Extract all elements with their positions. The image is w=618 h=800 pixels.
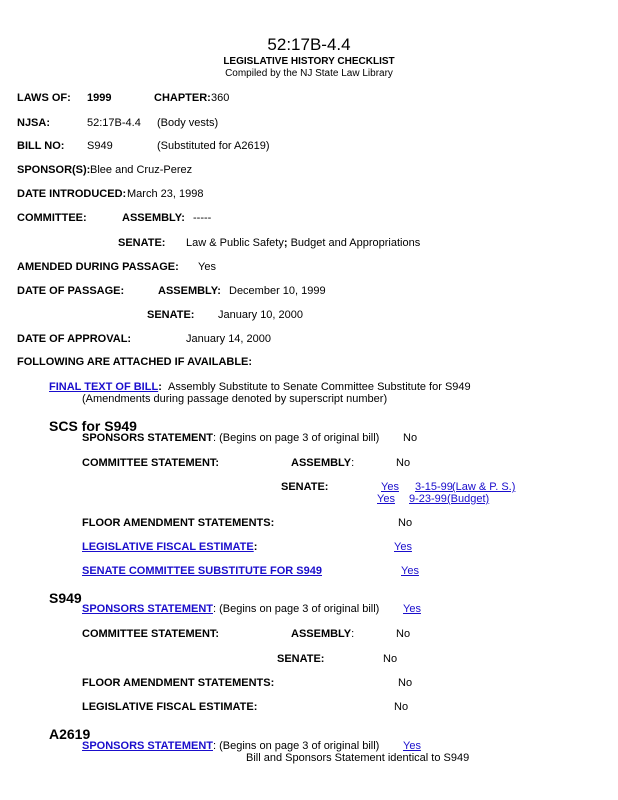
a2619-sponsors-row: SPONSORS STATEMENT: (Begins on page 3 of original bill): [82, 740, 380, 752]
bill-no-value: S949: [87, 140, 113, 152]
scs-assembly-value: No: [396, 457, 411, 469]
scs-committee-label: COMMITTEE STATEMENT:: [82, 457, 220, 469]
scs-substitute-link[interactable]: SENATE COMMITTEE SUBSTITUTE FOR S949: [82, 565, 322, 577]
compiled-by: Compiled by the NJ State Law Library: [225, 68, 393, 79]
date-introduced-label: DATE INTRODUCED:: [17, 188, 127, 200]
a2619-sponsors-link[interactable]: SPONSORS STATEMENT: [82, 740, 213, 752]
scs-substitute-value[interactable]: Yes: [401, 565, 419, 577]
sponsors-label: SPONSOR(S):: [17, 164, 91, 176]
s949-floor-label: FLOOR AMENDMENT STATEMENTS:: [82, 677, 275, 689]
final-text-desc: Assembly Substitute to Senate Committee Substitute for S949: [167, 381, 471, 393]
njsa-label: NJSA:: [17, 117, 51, 129]
scs-sponsors-value: No: [403, 432, 418, 444]
passage-senate-label: SENATE:: [147, 309, 195, 321]
s949-sponsors-value[interactable]: Yes: [403, 603, 421, 615]
scs-fiscal-value[interactable]: Yes: [394, 541, 412, 553]
s949-assembly-label: ASSEMBLY:: [291, 628, 355, 640]
scs-senate-ref-2[interactable]: (Budget): [447, 493, 490, 505]
final-text-link[interactable]: FINAL TEXT OF BILL: [49, 381, 159, 393]
committee-assembly-value: -----: [193, 212, 212, 224]
committee-label: COMMITTEE:: [17, 212, 87, 224]
s949-senate-label: SENATE:: [277, 653, 325, 665]
committee-senate-label: SENATE:: [118, 237, 166, 249]
s949-floor-value: No: [398, 677, 413, 689]
approval-value: January 14, 2000: [186, 333, 272, 345]
scs-senate-yes-1[interactable]: Yes: [381, 481, 399, 493]
bill-no-note: (Substituted for A2619): [157, 140, 270, 152]
amended-value: Yes: [198, 261, 216, 273]
passage-assembly-value: December 10, 1999: [229, 285, 326, 297]
passage-label: DATE OF PASSAGE:: [17, 285, 125, 297]
scs-floor-label: FLOOR AMENDMENT STATEMENTS:: [82, 517, 275, 529]
scs-floor-value: No: [398, 517, 413, 529]
final-text-note: (Amendments during passage denoted by superscript number): [82, 393, 388, 405]
sponsors-value: Blee and Cruz-Perez: [90, 164, 193, 176]
bill-no-label: BILL NO:: [17, 140, 65, 152]
committee-assembly-label: ASSEMBLY:: [122, 212, 185, 224]
a2619-sponsors-value[interactable]: Yes: [403, 740, 421, 752]
laws-of-value: 1999: [87, 92, 112, 104]
amended-label: AMENDED DURING PASSAGE:: [17, 261, 179, 273]
s949-assembly-value: No: [396, 628, 411, 640]
final-text-row: FINAL TEXT OF BILL: Assembly Substitute to Senate Committee Substitute for S949: [49, 381, 471, 393]
chapter-label: CHAPTER:: [154, 92, 211, 104]
scs-heading: SCS for S949: [49, 418, 137, 434]
date-introduced-value: March 23, 1998: [127, 188, 204, 200]
approval-label: DATE OF APPROVAL:: [17, 333, 132, 345]
njsa-note: (Body vests): [157, 117, 219, 129]
s949-sponsors-link[interactable]: SPONSORS STATEMENT: [82, 603, 213, 615]
s949-committee-label: COMMITTEE STATEMENT:: [82, 628, 220, 640]
scs-sponsors-row: SPONSORS STATEMENT: (Begins on page 3 of original bill): [82, 432, 380, 444]
scs-senate-date-1[interactable]: 3-15-99: [415, 481, 453, 493]
njsa-value: 52:17B-4.4: [87, 117, 141, 129]
s949-fiscal-label: LEGISLATIVE FISCAL ESTIMATE:: [82, 701, 258, 713]
s949-fiscal-value: No: [394, 701, 409, 713]
checklist-heading: LEGISLATIVE HISTORY CHECKLIST: [223, 56, 395, 67]
scs-fiscal-link[interactable]: LEGISLATIVE FISCAL ESTIMATE: [82, 541, 254, 553]
scs-assembly-label: ASSEMBLY:: [291, 457, 355, 469]
page-title: 52:17B-4.4: [267, 35, 351, 54]
committee-senate-value: Law & Public Safety; Budget and Appropriations: [186, 237, 421, 249]
passage-senate-value: January 10, 2000: [218, 309, 304, 321]
scs-senate-ref-1[interactable]: (Law & P. S.): [452, 481, 516, 493]
a2619-heading: A2619: [49, 726, 91, 742]
attached-heading: FOLLOWING ARE ATTACHED IF AVAILABLE:: [17, 356, 253, 368]
s949-heading: S949: [49, 590, 82, 606]
scs-senate-yes-2[interactable]: Yes: [377, 493, 395, 505]
laws-of-label: LAWS OF:: [17, 92, 71, 104]
s949-senate-value: No: [383, 653, 398, 665]
a2619-identical-note: Bill and Sponsors Statement identical to S949: [246, 752, 470, 764]
scs-fiscal-row: LEGISLATIVE FISCAL ESTIMATE:: [82, 541, 258, 553]
chapter-value: 360: [211, 92, 230, 104]
scs-senate-date-2[interactable]: 9-23-99: [409, 493, 447, 505]
s949-sponsors-row: SPONSORS STATEMENT: (Begins on page 3 of original bill): [82, 603, 380, 615]
scs-senate-label: SENATE:: [281, 481, 329, 493]
passage-assembly-label: ASSEMBLY:: [158, 285, 221, 297]
